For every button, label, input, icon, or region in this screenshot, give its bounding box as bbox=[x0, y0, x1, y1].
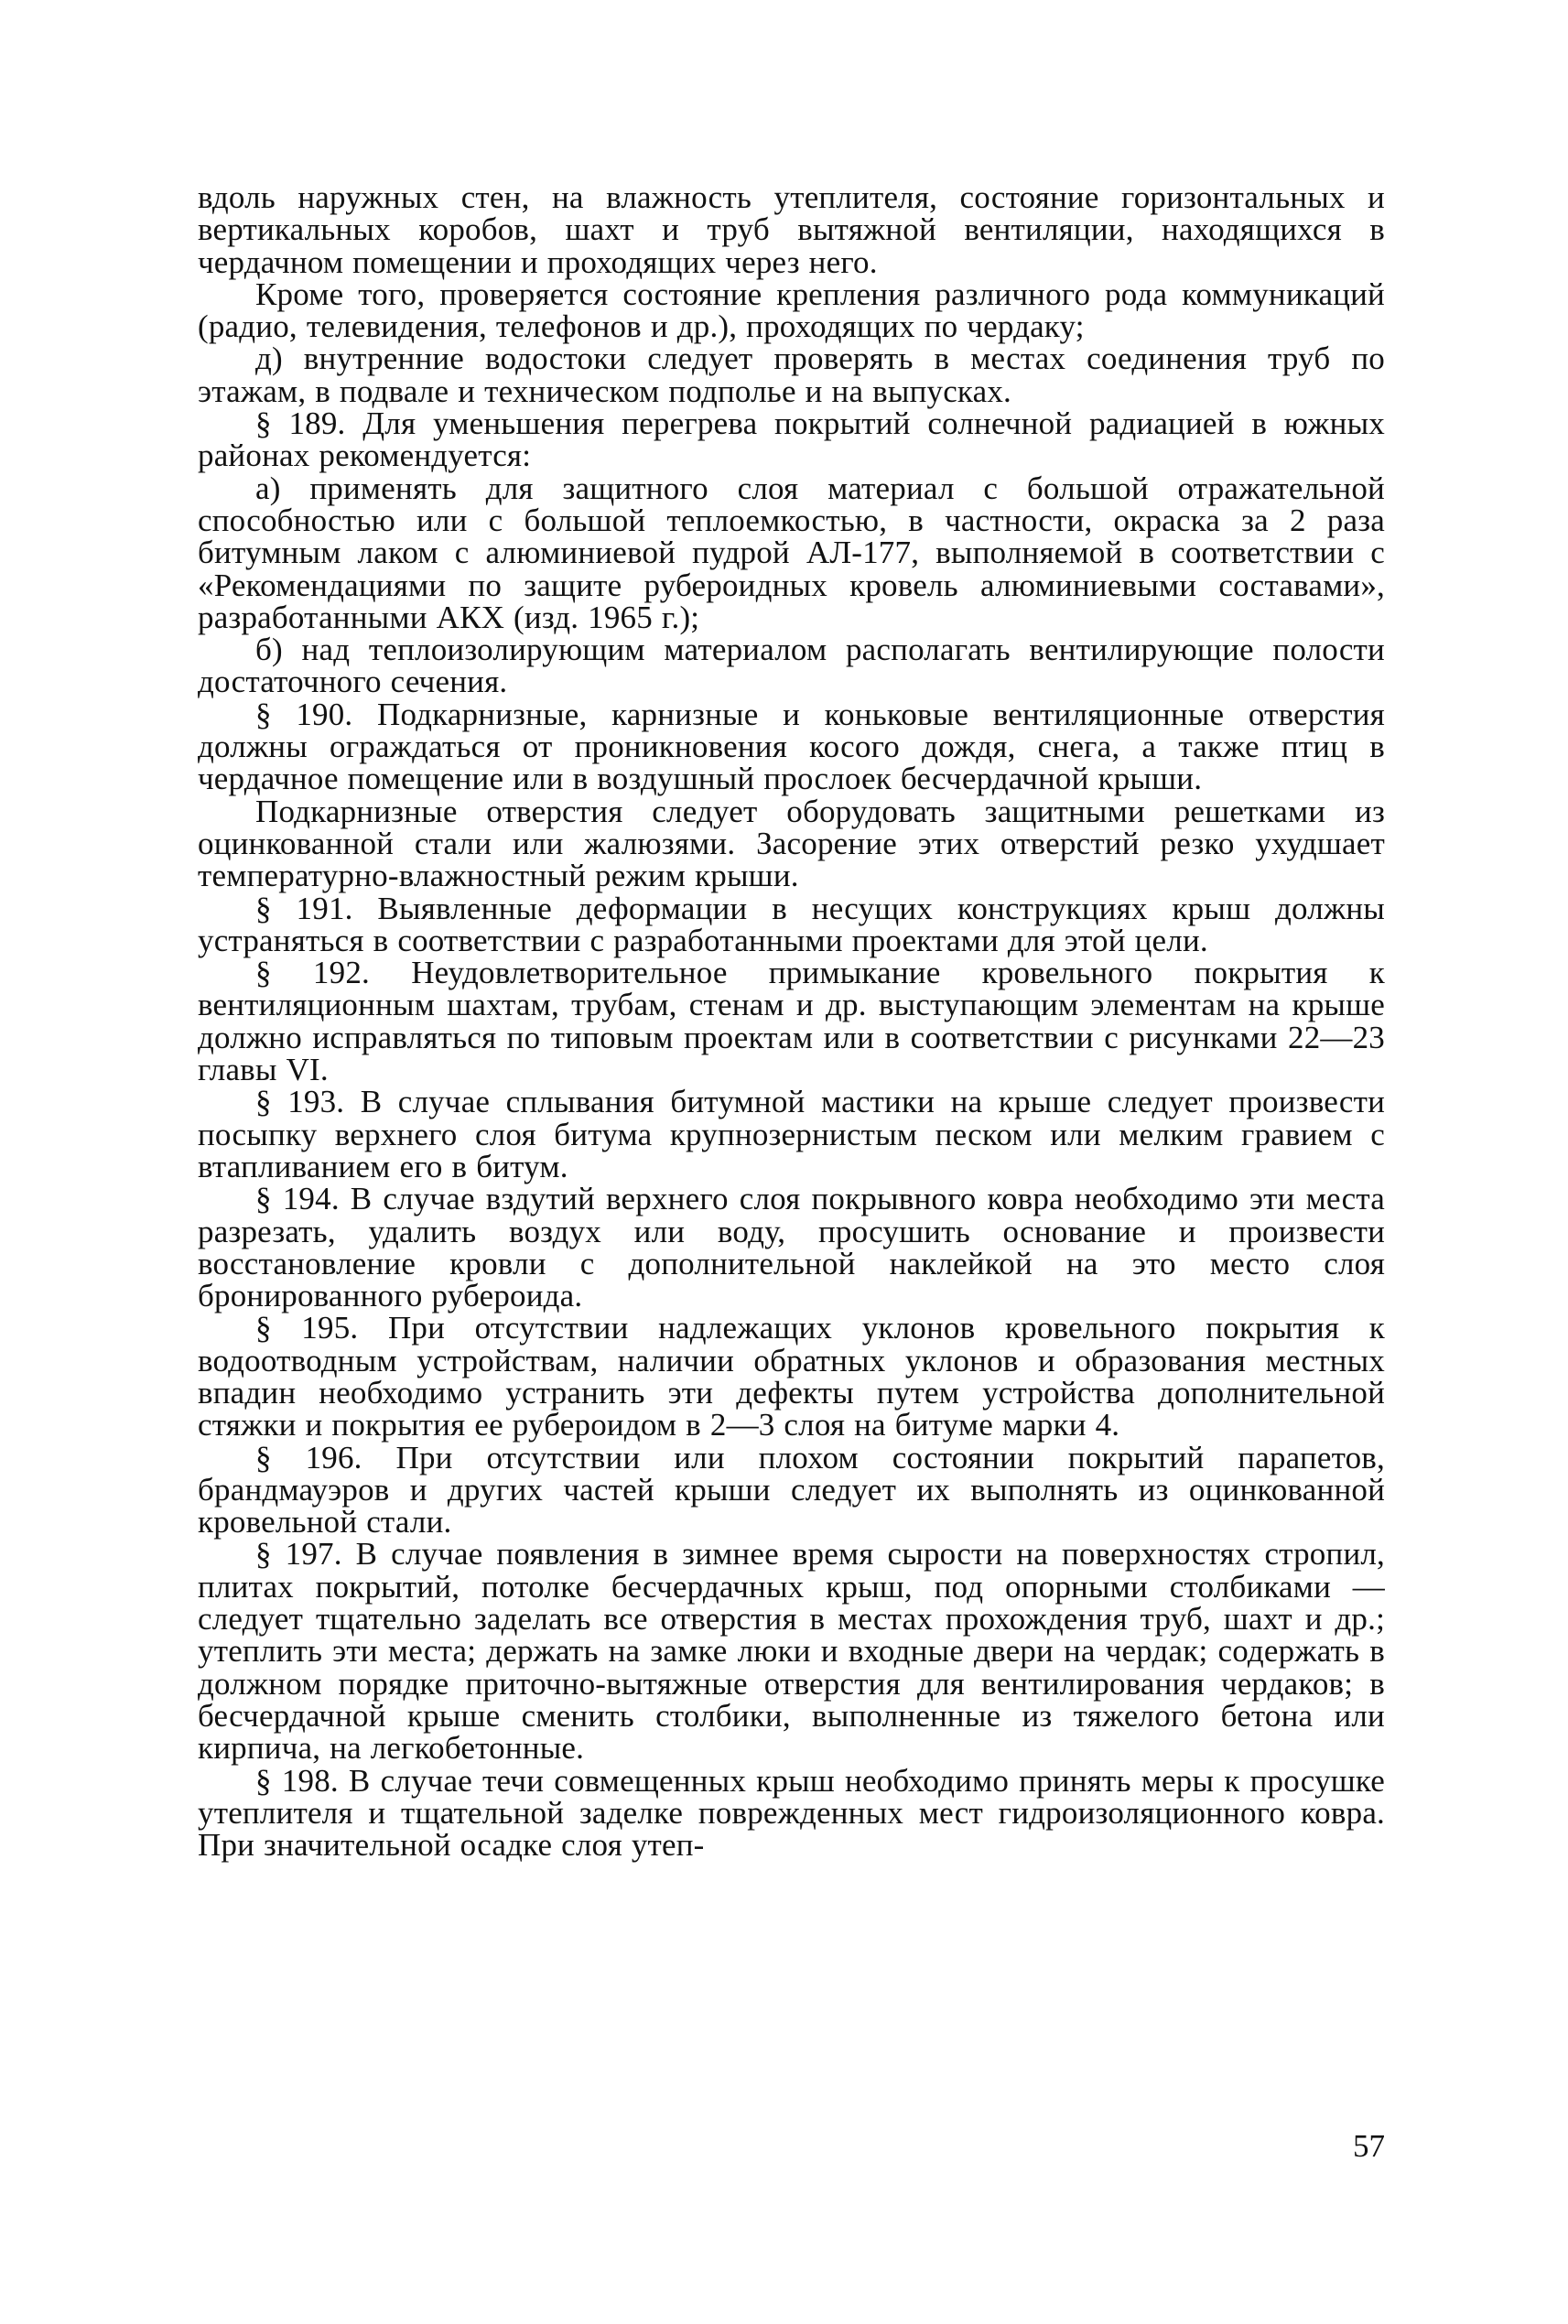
paragraph-13: § 195. При отсутствии надлежащих уклонов кровельного покрытия к водоотводным устройствам, наличии обратных уклонов и образования местных впадин необходимо устранить эти дефекты путем устройства дополнительной стяжки и покрытия ее рубероидом в 2—3 слоя на битуме марки 4. bbox=[198, 1310, 1385, 1443]
paragraph-5: а) применять для защитного слоя материал с большой отражательной способностью или с большой теплоемкостью, в частности, окраска за 2 раза битумным лаком с алюминиевой пудрой АЛ-177, выполняемой в соответствии с «Рекомендациями по защите рубероидных кровель алюминиевыми составами», разработанными АКХ (изд. 1965 г.); bbox=[198, 470, 1385, 635]
page-number: 57 bbox=[1353, 2128, 1385, 2164]
body-text bbox=[198, 179, 1385, 1864]
paragraph-2: Кроме того, проверяется состояние крепления различного рода коммуникаций (радио, телевидения, телефонов и др.), проходящих по чердаку; bbox=[198, 276, 1385, 345]
paragraph-7: § 190. Подкарнизные, карнизные и коньковые вентиляционные отверстия должны ограждаться от проникновения косого дождя, снега, а также птиц в чердачное помещение или в воздушный прослоек бесчердачной крыши. bbox=[198, 696, 1385, 797]
paragraph-11: § 193. В случае сплывания битумной мастики на крыше следует произвести посыпку верхнего слоя битума крупнозернистым песком или мелким гравием с втапливанием его в битум. bbox=[198, 1084, 1385, 1184]
paragraph-3: д) внутренние водостоки следует проверять в местах соединения труб по этажам, в подвале и техническом подполье и на выпусках. bbox=[198, 340, 1385, 409]
paragraph-15: § 197. В случае появления в зимнее время сырости на поверхностях стропил, плитах покрытий, потолке бесчердачных крыш, под опорными столбиками — следует тщательно заделать все отверстия в местах прохождения труб, шахт и др.; утеплить эти места; держать на замке люки и входные двери на чердак; содержать в должном порядке приточно-вытяжные отверстия для вентилирования чердаков; в бесчердачной крыше сменить столбики, выполненные из тяжелого бетона или кирпича, на легкобетонные. bbox=[198, 1536, 1385, 1767]
paragraph-4: § 189. Для уменьшения перегрева покрытий солнечной радиацией в южных районах рекомендуется: bbox=[198, 405, 1385, 474]
paragraph-9: § 191. Выявленные деформации в несущих конструкциях крыш должны устраняться в соответствии с разработанными проектами для этой цели. bbox=[198, 890, 1385, 958]
paragraph-1: вдоль наружных стен, на влажность утеплителя, состояние горизонтальных и вертикальных коробов, шахт и труб вытяжной вентиляции, находящихся в чердачном помещении и проходящих через него. bbox=[198, 179, 1385, 280]
paragraph-10: § 192. Неудовлетворительное примыкание кровельного покрытия к вентиляционным шахтам, трубам, стенам и др. выступающим элементам на крыше должно исправляться по типовым проектам или в соответствии с рисунками 22—23 главы VI. bbox=[198, 955, 1385, 1088]
paragraph-12: § 194. В случае вздутий верхнего слоя покрывного ковра необходимо эти места разрезать, удалить воздух или воду, просушить основание и произвести восстановление кровли с дополнительной наклейкой на это место слоя бронированного рубероида. bbox=[198, 1181, 1385, 1314]
paragraph-16: § 198. В случае течи совмещенных крыш необходимо принять меры к просушке утеплителя и тщательной заделке поврежденных мест гидроизоляционного ковра. При значительной осадке слоя утеп- bbox=[198, 1762, 1385, 1864]
paragraph-8: Подкарнизные отверстия следует оборудовать защитными решетками из оцинкованной стали или жалюзями. Засорение этих отверстий резко ухудшает температурно-влажностный режим крыши. bbox=[198, 793, 1385, 894]
paragraph-6: б) над теплоизолирующим материалом располагать вентилирующие полости достаточного сечения. bbox=[198, 632, 1385, 700]
paragraph-14: § 196. При отсутствии или плохом состоянии покрытий парапетов, брандмауэров и других частей крыши следует их выполнять из оцинкованной кровельной стали. bbox=[198, 1439, 1385, 1540]
